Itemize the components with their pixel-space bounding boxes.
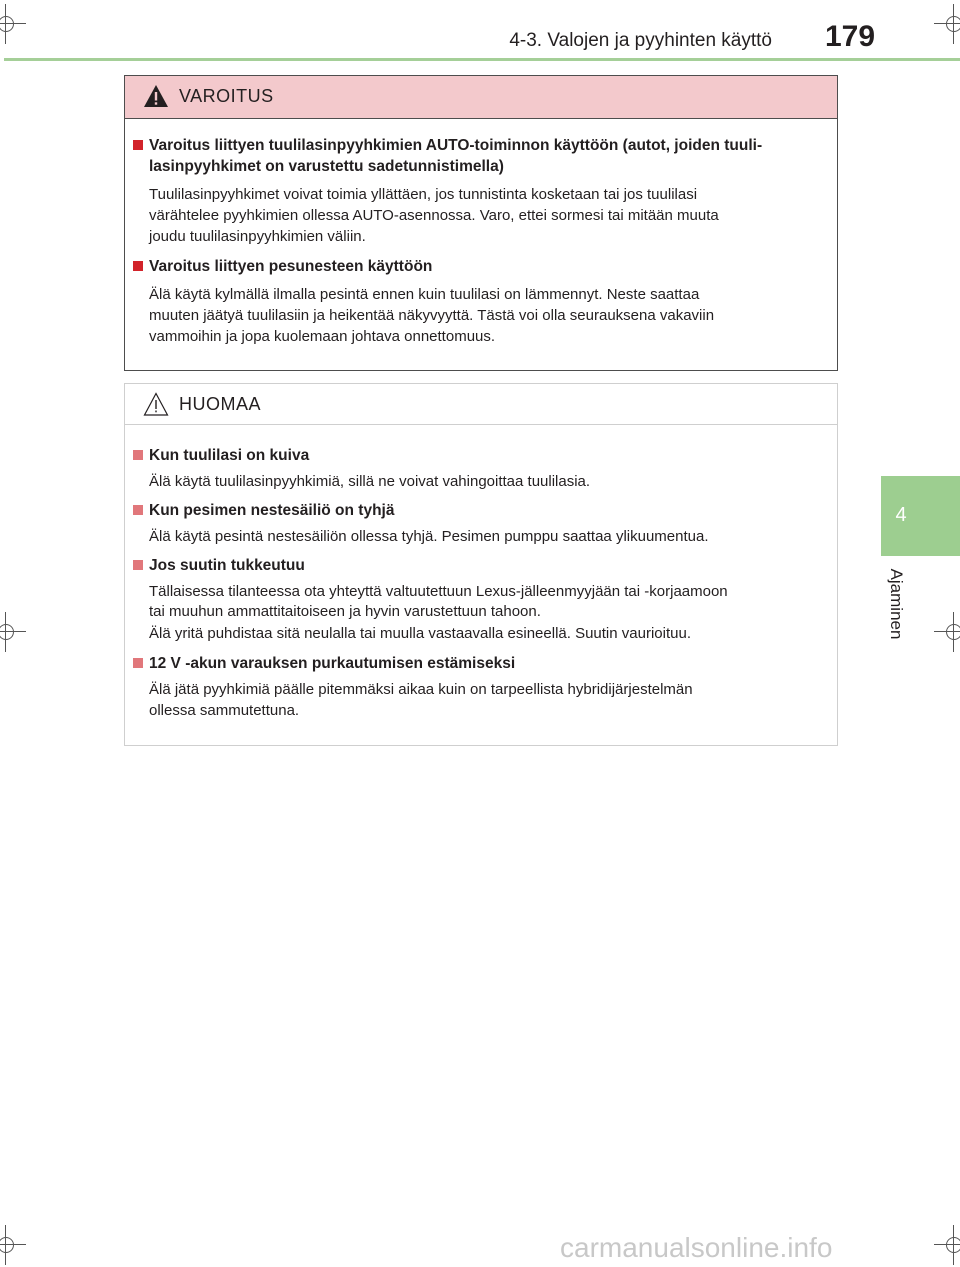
warning-box — [124, 75, 838, 371]
warning-item-title: Varoitus liittyen tuulilasinpyyhkimien AUTO-toiminnon käyttöön (autot, joiden tuuli- — [149, 137, 763, 154]
warning-item-text: Tuulilasinpyyhkimet voivat toimia yllättäen, jos tunnistinta kosketaan tai jos tuulilasi — [149, 186, 698, 203]
section-title: 4-3. Valojen ja pyyhinten käyttö — [509, 30, 772, 51]
bullet-square — [133, 450, 143, 460]
warning-item-text: Älä käytä kylmällä ilmalla pesintä ennen kuin tuulilasi on lämmennyt. Neste saattaa — [149, 286, 700, 303]
notice-item-title: Kun pesimen nestesäiliö on tyhjä — [149, 502, 395, 519]
notice-item-text: Älä käytä pesintä nestesäiliön ollessa tyhjä. Pesimen pumppu saattaa ylikuumentua. — [149, 528, 709, 545]
crop-mark-top-right — [934, 4, 960, 44]
notice-item-text: ollessa sammutettuna. — [149, 702, 300, 719]
chapter-label: Ajaminen — [887, 568, 906, 640]
warning-header — [125, 76, 837, 119]
notice-item-title: Jos suutin tukkeutuu — [149, 557, 305, 574]
caution-triangle-icon — [143, 392, 169, 416]
chapter-number: 4 — [895, 504, 907, 526]
crop-mark-bottom-right — [934, 1225, 960, 1265]
crop-mark-mid-left — [0, 612, 26, 652]
crop-mark-bottom-left — [0, 1225, 26, 1265]
page-number: 179 — [825, 20, 876, 53]
notice-item-text: Älä jätä pyyhkimiä päälle pitemmäksi aikaa kuin on tarpeellista hybridijärjestelmän — [149, 681, 693, 698]
warning-heading: VAROITUS — [179, 86, 274, 106]
notice-item-text: Tällaisessa tilanteessa ota yhteyttä valtuutettuun Lexus-jälleenmyyjään tai -korjaamoon — [149, 583, 728, 600]
crop-mark-top-left — [0, 4, 26, 44]
notice-heading: HUOMAA — [179, 394, 262, 414]
warning-item-text: muuten jäätyä tuulilasiin ja heikentää näkyvyyttä. Tästä voi olla seurauksena vakaviin — [149, 307, 715, 324]
notice-item-text: Älä käytä tuulilasinpyyhkimiä, sillä ne voivat vahingoittaa tuulilasia. — [149, 473, 591, 490]
chapter-label-container — [882, 566, 906, 650]
header-rule — [4, 58, 960, 61]
warning-item-text: vammoihin ja jopa kuolemaan johtava onnettomuus. — [149, 328, 496, 345]
warning-item-title: Varoitus liittyen pesunesteen käyttöön — [149, 258, 433, 275]
notice-item-text: tai muuhun ammattitaitoiseen ja hyvin varustettuun tahoon. — [149, 603, 541, 620]
bullet-square — [133, 505, 143, 515]
bullet-square — [133, 261, 143, 271]
warning-item-text: värähtelee pyyhkimien ollessa AUTO-asennossa. Varo, ettei sormesi tai mitään muuta — [149, 207, 719, 224]
notice-item-title: Kun tuulilasi on kuiva — [149, 447, 310, 464]
warning-triangle-icon — [143, 84, 169, 108]
notice-item-text: Älä yritä puhdistaa sitä neulalla tai muulla vastaavalla esineellä. Suutin vaurioituu. — [149, 625, 691, 642]
warning-item-text: joudu tuulilasinpyyhkimien väliin. — [149, 228, 366, 245]
crop-mark-mid-right — [934, 612, 960, 652]
bullet-square — [133, 560, 143, 570]
watermark: carmanualsonline.info — [560, 1232, 833, 1263]
bullet-square — [133, 658, 143, 668]
notice-box — [124, 383, 838, 746]
notice-header — [125, 384, 837, 425]
warning-item-title: lasinpyyhkimet on varustettu sadetunnistimella) — [149, 158, 504, 175]
notice-item-title: 12 V -akun varauksen purkautumisen estämiseksi — [149, 655, 516, 672]
bullet-square — [133, 140, 143, 150]
chapter-tab — [881, 476, 960, 556]
